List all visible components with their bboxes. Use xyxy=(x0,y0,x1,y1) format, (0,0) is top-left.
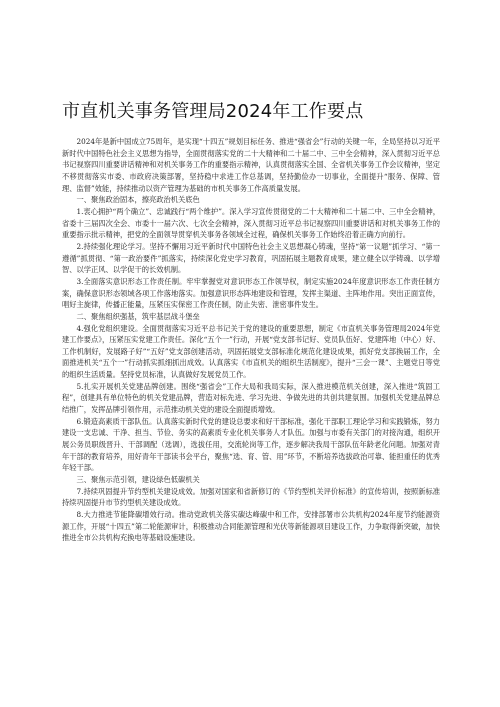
section-item: 5.扎实开展机关党建品牌创建。围绕“强省会”工作大局和我局实际，深入推进模范机关创建，深入推进“筑固工程”，创建具有单位特色的机关党建品牌，营造对标先进、学习先进、争做先进的共创共建氛围。加强机关党建品牌总结推广，发挥品牌引领作用，示范推动机关党的建设全面提质增效。 xyxy=(62,381,440,415)
document-body xyxy=(62,136,440,544)
section-item: 2.持续强化理论学习。坚持不懈用习近平新时代中国特色社会主义思想凝心铸魂，坚持“第一议题”抓学习、“第一遵循”抓贯彻、“第一政治要件”抓落实，持续深化党史学习教育，巩固拓展主题教育成果，建立健全以学铸魂、以学增智、以学正风、以学促干的长效机制。 xyxy=(62,241,440,275)
intro-paragraph: 2024年是新中国成立75周年，是实现“十四五”规划目标任务、推进“强省会”行动的关键一年，全局坚持以习近平新时代中国特色社会主义思想为指导，全面贯彻落实党的二十大精神和二十届二中、三中全会精神，深入贯彻习近平总书记视察四川重要讲话精神和对机关事务工作的重要指示精神，认真贯彻落实全国、全省机关事务工作会议精神，坚定不移贯彻落实市委、市政府决策部署，坚持稳中求进工作总基调，坚持勤俭办一切事业，全面提升“服务、保障、管理、监督”效能，持续推动以资产管理为基础的市机关事务工作高质量发展。 xyxy=(62,137,440,193)
section-2 xyxy=(62,311,440,474)
section-item: 7.持续巩固提升节约型机关建设成效。加强对国家和省新修订的《节约型机关评价标准》的宣传培训，按照新标准持续巩固提升市节约型机关建设成效。 xyxy=(62,486,440,508)
section-heading: 二、聚焦组织强基，筑牢基层战斗堡垒 xyxy=(76,311,200,321)
section-item: 1.衷心拥护“两个确立”、忠诚践行“两个维护”。深入学习宣传贯彻党的二十大精神和二十届二中、三中全会精神，省委十三届四次全会、市委十一届六次、七次全会精神，深入贯彻习近平总书记视察四川重要讲话和对机关事务工作的重要指示批示精神，把党的全面领导贯穿机关事务各领域全过程，确保机关事务工作始终沿着正确方向前行。 xyxy=(62,206,440,240)
document-title: 市直机关事务管理局2024年工作要点 xyxy=(62,101,364,122)
section-heading: 一、聚焦政治固本，擦亮政治机关底色 xyxy=(76,195,200,205)
section-1 xyxy=(62,194,440,311)
section-item: 6.锻造高素质干部队伍。认真落实新时代党的建设总要求和好干部标准，强化干部职工理论学习和实践锻炼，努力建设一支忠诚、干净、担当、节俭、务实的高素质专业化机关事务人才队伍。加强与市委有关部门的对接沟通，组织开展公务员职级晋升、干部调配（选调），选拔任用，交流轮岗等工作，逐步解决我局干部队伍年龄老化问题。加强对青年干部的教育培养，用好青年干部读书会平台，聚焦“选、育、管、用”环节，不断培养选拔政治可靠、能担重任的优秀年轻干部。 xyxy=(62,416,440,473)
section-item: 4.强化党组织建设。全面贯彻落实习近平总书记关于党的建设的重要思想，制定《市直机关事务管理局2024年党建工作要点》，压紧压实党建工作责任。深化“五个一”行动，开展“党支部书记好、党员队伍好、党建阵地（中心）好、工作机制好，发展路子好”“五好”党支部创建活动，巩固拓展党支部标准化规范化建设成果，抓好党支部换届工作，全面推进机关“五个一”行动抓实抓细抓出成效。认真落实《市直机关的组织生活制度》，提升“三会一课”、主题党日等党的组织生活质量。坚持党员标准，认真做好发展党员工作。 xyxy=(62,323,440,380)
section-item: 3.全面落实意识形态工作责任制。牢牢掌握党对意识形态工作领导权，制定实施2024年度意识形态工作责任制方案，确保意识形态领域各项工作落地落实。加强意识形态阵地建设和管理，发挥主渠道、主阵地作用。突出正面宣传，唱好主旋律，传播正能量，压紧压实保密工作责任制，防止失密、泄密事件发生。 xyxy=(62,276,440,310)
section-heading: 三、聚焦示范引领，建设绿色低碳机关 xyxy=(76,475,200,485)
section-3 xyxy=(62,474,440,544)
section-item: 8.大力推进节能降碳增效行动。推动党政机关落实碳达峰碳中和工作，安排部署市公共机构2024年度节约能源资源工作，开展“十四五”第二轮能源审计，积极推动合同能源管理和光伏等新能源项目建设工作，力争取得新突破，加快推进全市公共机构充换电等基础设施建设。 xyxy=(62,510,440,543)
